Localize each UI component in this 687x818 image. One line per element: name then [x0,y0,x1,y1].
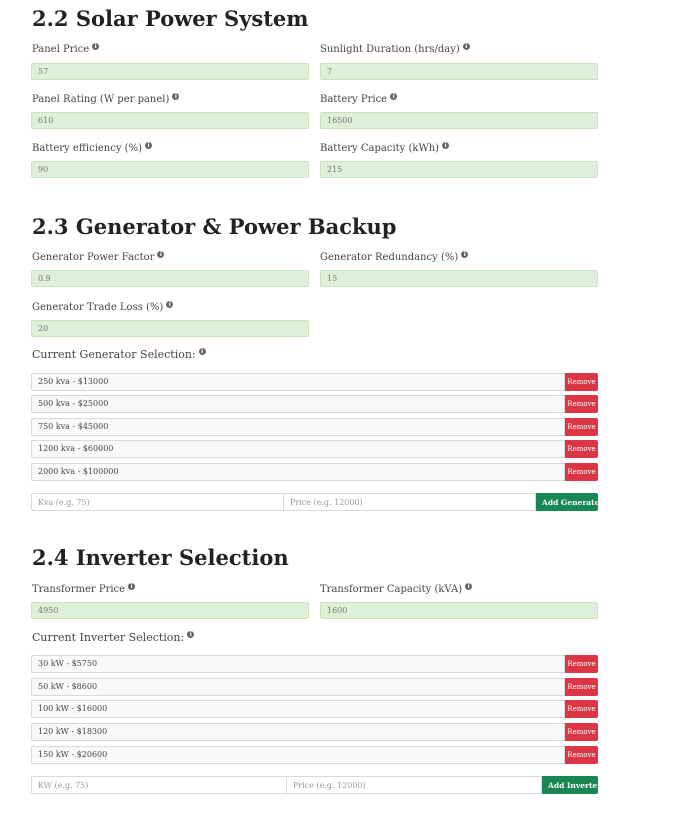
remove-inverter-button[interactable]: Remove [565,700,598,718]
info-icon[interactable]: i [92,43,99,50]
generator-list-item [31,440,598,458]
sunlight-duration-label: Sunlight Duration (hrs/day) i [320,44,470,55]
inverter-item-text: 150 kW - $20600 [31,746,565,764]
generator-trade-loss-input[interactable] [31,320,309,337]
generator-list-item [31,373,598,391]
add-inverter-button[interactable]: Add Inverter [542,776,598,794]
generator-section-title: 2.3 Generator & Power Backup [32,214,397,239]
panel-rating-label: Panel Rating (W per panel) i [32,94,179,105]
panel-price-input[interactable] [31,63,309,80]
battery-capacity-label: Battery Capacity (kWh) i [320,143,449,154]
battery-efficiency-input[interactable] [31,161,309,178]
inverter-list-item [31,746,598,764]
remove-inverter-button[interactable]: Remove [565,723,598,741]
inverter-list-item [31,723,598,741]
info-icon[interactable]: i [461,251,468,258]
info-icon[interactable]: i [199,348,206,355]
info-icon[interactable]: i [463,43,470,50]
generator-list-item [31,463,598,481]
info-icon[interactable]: i [187,631,194,638]
info-icon[interactable]: i [166,301,173,308]
sunlight-duration-input[interactable] [320,63,598,80]
add-inverter-row [31,776,602,794]
inverter-list-item [31,678,598,696]
battery-price-label: Battery Price i [320,94,397,105]
info-icon[interactable]: i [465,583,472,590]
add-generator-row [31,493,604,511]
transformer-price-label: Transformer Price i [32,584,135,595]
info-icon[interactable]: i [128,583,135,590]
battery-capacity-input[interactable] [320,161,598,178]
generator-selection-label: Current Generator Selection: i [32,348,206,361]
generator-item-text: 1200 kva - $60000 [31,440,565,458]
info-icon[interactable]: i [145,142,152,149]
generator-list-item [31,395,598,413]
battery-price-input[interactable] [320,112,598,129]
add-generator-button[interactable]: Add Generator [536,493,598,511]
inverter-selection-label: Current Inverter Selection: i [32,631,194,644]
inverter-price-input[interactable] [287,776,542,794]
remove-generator-button[interactable]: Remove [565,463,598,481]
generator-kva-input[interactable] [31,493,284,511]
panel-price-label: Panel Price i [32,44,99,55]
battery-efficiency-label: Battery efficiency (%) i [32,143,152,154]
generator-redundancy-input[interactable] [320,270,598,287]
inverter-list-item [31,700,598,718]
inverter-section-title: 2.4 Inverter Selection [32,545,289,570]
generator-item-text: 2000 kva - $100000 [31,463,565,481]
remove-inverter-button[interactable]: Remove [565,655,598,673]
info-icon[interactable]: i [442,142,449,149]
remove-inverter-button[interactable]: Remove [565,678,598,696]
inverter-item-text: 30 kW - $5750 [31,655,565,673]
remove-generator-button[interactable]: Remove [565,440,598,458]
inverter-item-text: 50 kW - $8600 [31,678,565,696]
solar-section-title: 2.2 Solar Power System [32,6,309,31]
generator-item-text: 250 kva - $13000 [31,373,565,391]
transformer-price-input[interactable] [31,602,309,619]
generator-list-item [31,418,598,436]
transformer-capacity-label: Transformer Capacity (kVA) i [320,584,472,595]
inverter-kw-input[interactable] [31,776,287,794]
remove-inverter-button[interactable]: Remove [565,746,598,764]
inverter-list-item [31,655,598,673]
generator-item-text: 750 kva - $45000 [31,418,565,436]
generator-price-input[interactable] [284,493,536,511]
transformer-capacity-input[interactable] [320,602,598,619]
generator-power-factor-input[interactable] [31,270,309,287]
inverter-item-text: 100 kW - $16000 [31,700,565,718]
remove-generator-button[interactable]: Remove [565,373,598,391]
generator-power-factor-label: Generator Power Factor i [32,252,164,263]
remove-generator-button[interactable]: Remove [565,418,598,436]
generator-redundancy-label: Generator Redundancy (%) i [320,252,468,263]
generator-item-text: 500 kva - $25000 [31,395,565,413]
inverter-item-text: 120 kW - $18300 [31,723,565,741]
generator-trade-loss-label: Generator Trade Loss (%) i [32,302,173,313]
info-icon[interactable]: i [172,93,179,100]
info-icon[interactable]: i [390,93,397,100]
info-icon[interactable]: i [157,251,164,258]
remove-generator-button[interactable]: Remove [565,395,598,413]
panel-rating-input[interactable] [31,112,309,129]
